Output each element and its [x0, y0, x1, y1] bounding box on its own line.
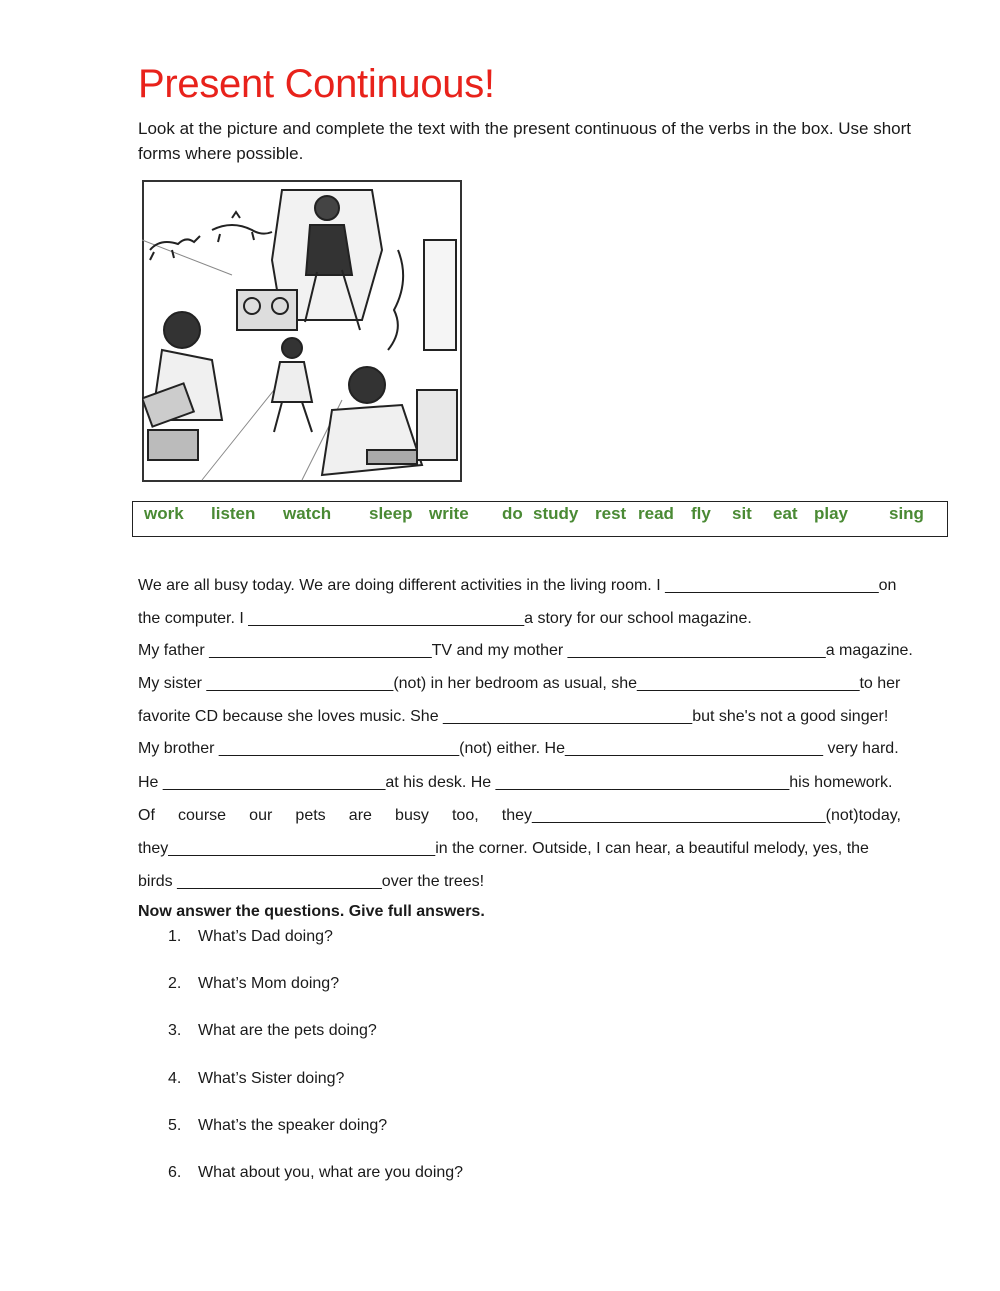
verb-word: read — [638, 504, 674, 523]
passage-line: the computer. I _______________________________a story for our school magazine. — [138, 610, 752, 627]
list-item: 4. What’s Sister doing? — [168, 1070, 345, 1087]
verb-word: watch — [283, 504, 332, 523]
passage-line: they______________________________in the corner. Outside, I can hear, a beautiful melody, yes, the — [138, 840, 869, 857]
questions-heading: Now answer the questions. Give full answers. — [138, 903, 485, 920]
list-item: 2. What’s Mom doing? — [168, 975, 340, 992]
passage-line: My brother ___________________________(not) either. He_____________________________ very hard. — [138, 740, 899, 757]
list-item: 3. What are the pets doing? — [168, 1022, 377, 1039]
passage-line: He _________________________at his desk. He _________________________________his homework. — [138, 774, 893, 791]
passage-line: We are all busy today. We are doing different activities in the living room. I ________________________on — [138, 577, 897, 594]
passage-line: birds _______________________over the trees! — [138, 873, 485, 890]
verb-word: fly — [691, 504, 711, 523]
verb-word: eat — [773, 504, 798, 523]
passage-line: favorite CD because she loves music. She ____________________________but she's not a good singer! — [138, 708, 889, 725]
verb-word: listen — [211, 504, 256, 523]
verb-word: sing — [889, 504, 924, 523]
verb-word: study — [533, 504, 579, 523]
list-item: 5. What’s the speaker doing? — [168, 1117, 388, 1134]
living-room-illustration — [142, 180, 462, 482]
page-title: Present Continuous! — [138, 62, 495, 106]
passage-line: My sister _____________________(not) in her bedroom as usual, she_________________________to her — [138, 675, 901, 692]
list-item: 6. What about you, what are you doing? — [168, 1164, 464, 1181]
verb-word: rest — [595, 504, 627, 523]
verb-word: work — [144, 504, 184, 523]
instructions: Look at the picture and complete the text with the present continuous of the verbs in the box. Use short forms where possible. — [138, 119, 912, 163]
verb-word: sit — [732, 504, 752, 523]
verb-word: write — [429, 504, 469, 523]
passage-line: My father _________________________TV and my mother _____________________________a magazine. — [138, 642, 913, 659]
verb-word: play — [814, 504, 849, 523]
passage-line: Of course our pets are busy too, they_________________________________(not)today, — [138, 807, 901, 824]
verb-word: do — [502, 504, 523, 523]
verb-word: sleep — [369, 504, 413, 523]
verb-word-box — [132, 501, 948, 537]
list-item: 1. What’s Dad doing? — [168, 928, 333, 945]
